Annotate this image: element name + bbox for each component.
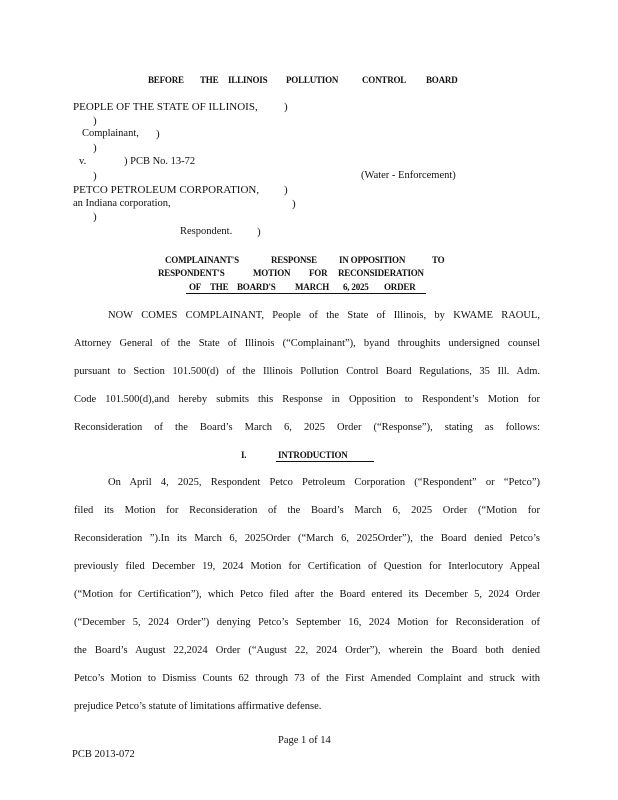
section-underline <box>276 461 374 462</box>
body-line: Reconsideration of the Board’s March 6, 2025 Order (“Response”), stating as follows: <box>74 422 540 433</box>
body-line: NOW COMES COMPLAINANT, People of the State of Illinois, by KWAME RAOUL, <box>108 310 540 321</box>
caption-paren: ) <box>284 184 288 196</box>
body-line: Petco’s Motion to Dismiss Counts 62 through 73 of the First Amended Complaint and struck with <box>74 673 540 684</box>
title-word: 6, 2025 <box>343 282 369 292</box>
case-number: ) PCB No. 13-72 <box>124 156 196 167</box>
body-line: the Board’s August 22,2024 Order (“August 22, 2024 Order”), wherein the Board both denied <box>74 645 540 656</box>
body-line: Attorney General of the State of Illinois (“Complainant”), byand throughits undersigned counsel <box>74 338 540 349</box>
caption-paren: ) <box>156 128 160 140</box>
respondent-label: Respondent. <box>180 226 233 237</box>
body-line: (“December 5, 2024 Order”) denying Petco’s September 16, 2024 Motion for Reconsideration of <box>74 617 540 628</box>
body-line: previously filed December 19, 2024 Motion for Certification of Question for Interlocutory Appeal <box>74 561 540 572</box>
board-title-word: BEFORE <box>148 75 184 85</box>
title-word: COMPLAINANT'S <box>165 255 239 265</box>
page-number: Page 1 of 14 <box>278 735 331 746</box>
section-title: INTRODUCTION <box>278 450 348 460</box>
case-type: (Water - Enforcement) <box>361 170 456 181</box>
body-line: On April 4, 2025, Respondent Petco Petroleum Corporation (“Respondent” or “Petco”) <box>108 477 540 488</box>
caption-paren: ) <box>93 115 97 127</box>
title-underline <box>186 293 426 294</box>
docket-number: PCB 2013-072 <box>72 749 135 760</box>
complainant-label: Complainant, <box>82 128 139 139</box>
board-title-word: CONTROL <box>362 75 407 85</box>
body-line: Code 101.500(d),and hereby submits this Response in Opposition to Respondent’s Motion for <box>74 394 540 405</box>
title-word: OF <box>189 282 202 292</box>
section-number: I. <box>241 450 247 460</box>
board-title-word: THE <box>200 75 219 85</box>
board-title-word: ILLINOIS <box>228 75 268 85</box>
body-line: Reconsideration ”).In its March 6, 2025Order (“March 6, 2025Order”), the Board denied Petco’s <box>74 533 540 544</box>
defendant-name: PETCO PETROLEUM CORPORATION, <box>73 184 260 196</box>
title-word: TO <box>432 255 445 265</box>
title-word: RESPONSE <box>271 255 317 265</box>
title-word: THE <box>210 282 229 292</box>
body-line: pursuant to Section 101.500(d) of the Illinois Pollution Control Board Regulations, 35 Ill. Adm. <box>74 366 540 377</box>
caption-paren: ) <box>93 170 97 182</box>
title-word: MARCH <box>295 282 329 292</box>
title-word: MOTION <box>253 268 291 278</box>
versus-label: v. <box>79 156 87 167</box>
board-title-word: BOARD <box>426 75 458 85</box>
caption-paren: ) <box>257 226 261 238</box>
body-line: (“Motion for Certification”), which Petco filed after the Board entered its December 5, 2024 Order <box>74 589 540 600</box>
plaintiff-name: PEOPLE OF THE STATE OF ILLINOIS, <box>73 101 258 113</box>
body-line-last: prejudice Petco’s statute of limitations affirmative defense. <box>74 701 322 712</box>
caption-paren: ) <box>93 142 97 154</box>
title-word: IN OPPOSITION <box>339 255 406 265</box>
title-word: BOARD'S <box>237 282 276 292</box>
caption-paren: ) <box>93 211 97 223</box>
caption-paren: ) <box>292 198 296 210</box>
body-line: filed its Motion for Reconsideration of the Board’s March 6, 2025 Order (“Motion for <box>74 505 540 516</box>
defendant-description: an Indiana corporation, <box>73 198 171 209</box>
title-word: FOR <box>309 268 328 278</box>
caption-paren: ) <box>284 101 288 113</box>
title-word: ORDER <box>384 282 416 292</box>
title-word: RECONSIDERATION <box>338 268 424 278</box>
board-title-word: POLLUTION <box>286 75 339 85</box>
title-word: RESPONDENT'S <box>158 268 225 278</box>
